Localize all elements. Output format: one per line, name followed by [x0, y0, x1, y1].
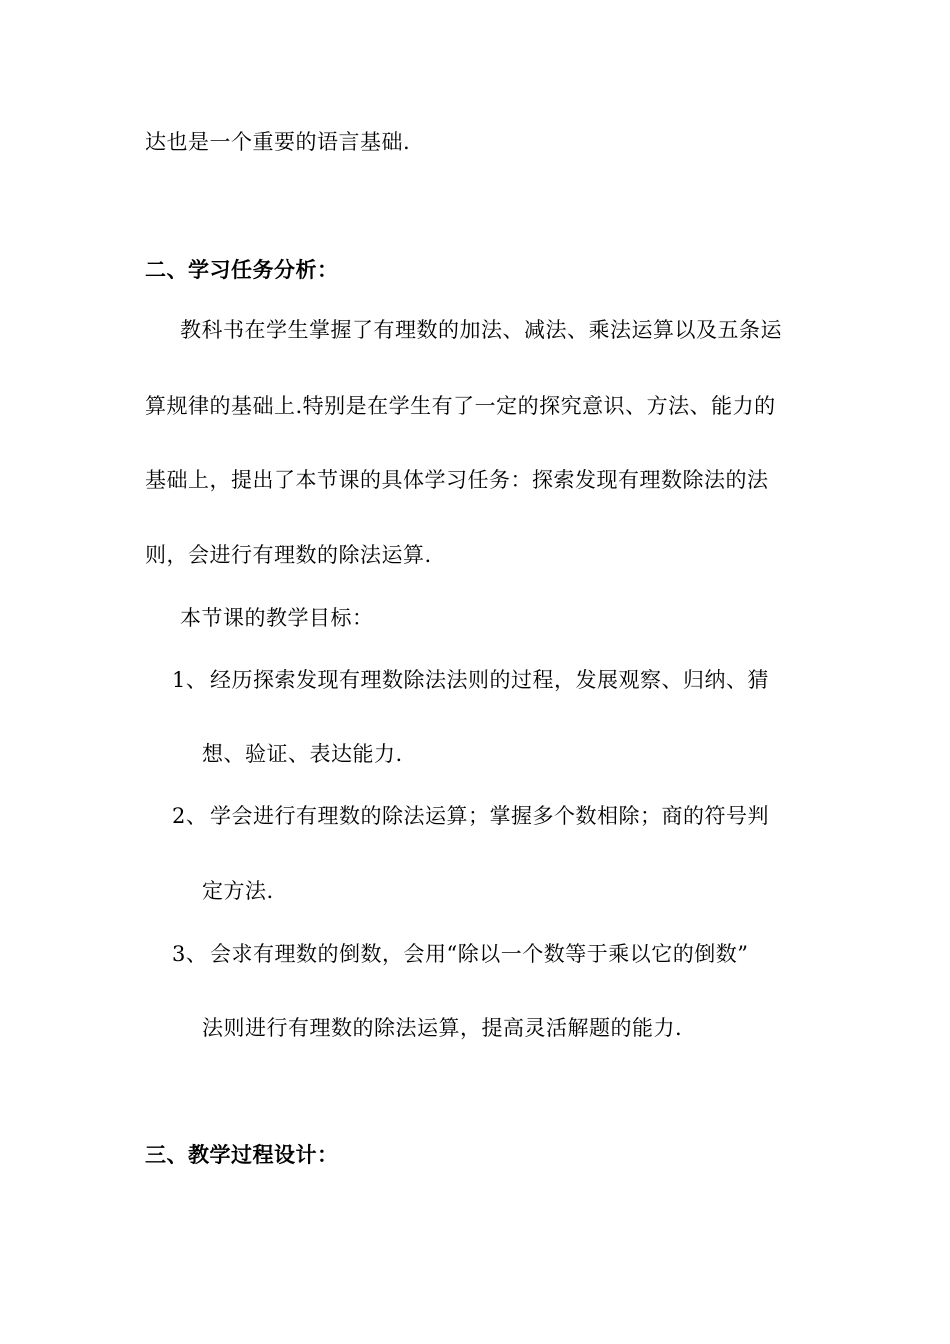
goal-number: 1、 [172, 668, 208, 692]
paragraph-line-2: 算规律的基础上.特别是在学生有了一定的探究意识、方法、能力的 [145, 394, 776, 418]
goal-text: 会求有理数的倒数，会用“除以一个数等于乘以它的倒数” [210, 942, 749, 966]
goal-item-1-continuation: 想、验证、表达能力. [202, 742, 403, 766]
goal-item-3-continuation: 法则进行有理数的除法运算，提高灵活解题的能力. [202, 1016, 683, 1040]
paragraph-line-3: 基础上，提出了本节课的具体学习任务：探索发现有理数除法的法 [145, 468, 769, 492]
goal-item-1 [172, 666, 769, 694]
goal-number: 3、 [172, 942, 208, 966]
section-heading-teaching-process: 三、教学过程设计： [145, 1143, 339, 1167]
goal-text: 学会进行有理数的除法运算；掌握多个数相除；商的符号判 [210, 804, 769, 828]
goal-item-3 [172, 940, 748, 968]
section-heading-task-analysis: 二、学习任务分析： [145, 258, 339, 282]
paragraph-line-1: 教科书在学生掌握了有理数的加法、减法、乘法运算以及五条运 [180, 318, 782, 342]
goal-item-2-continuation: 定方法. [202, 879, 274, 903]
paragraph-line-4: 则，会进行有理数的除法运算. [145, 543, 432, 567]
goal-item-2 [172, 802, 769, 830]
paragraph-continuation: 达也是一个重要的语言基础. [145, 130, 411, 154]
goal-number: 2、 [172, 804, 208, 828]
goal-text: 经历探索发现有理数除法法则的过程，发展观察、归纳、猜 [210, 668, 769, 692]
goals-label: 本节课的教学目标： [180, 606, 374, 630]
